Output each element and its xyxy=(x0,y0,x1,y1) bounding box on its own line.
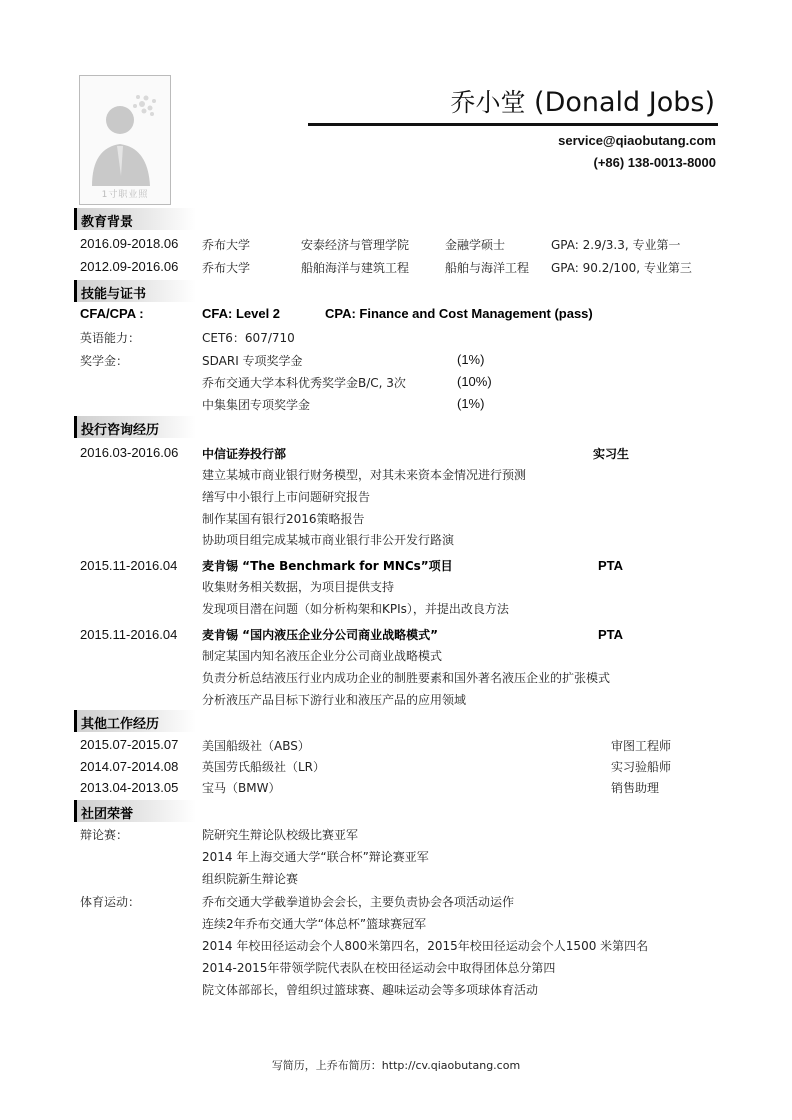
section-title: 技能与证书 xyxy=(81,287,147,302)
section-marker xyxy=(74,280,77,302)
exp-org: 中信证券投行部 xyxy=(202,447,287,461)
person-silhouette-icon xyxy=(90,86,160,186)
contact-email: service@qiaobutang.com xyxy=(558,133,716,148)
honor-item: 组织院新生辩论赛 xyxy=(202,872,299,886)
honor-item: 乔布交通大学截拳道协会会长，主要负责协会各项活动运作 xyxy=(202,895,515,909)
exp-date: 2015.11-2016.04 xyxy=(80,627,178,642)
cfa-cpa-label: CFA/CPA : xyxy=(80,306,144,321)
header-divider xyxy=(308,123,718,126)
edu-school: 乔布大学 xyxy=(202,261,251,275)
work-org: 美国船级社（ABS） xyxy=(202,739,310,753)
exp-role: PTA xyxy=(598,558,624,573)
english-score: CET6：607/710 xyxy=(202,331,295,345)
honor-item: 2014 年上海交通大学“联合杯”辩论赛亚军 xyxy=(202,850,429,864)
edu-college: 船舶海洋与建筑工程 xyxy=(301,261,410,275)
work-role: 实习验船师 xyxy=(611,760,672,774)
work-date: 2014.07-2014.08 xyxy=(80,759,179,774)
exp-bullet: 发现项目潜在问题（如分析构架和KPIs），并提出改良方法 xyxy=(202,602,509,616)
work-org: 英国劳氏船级社（LR） xyxy=(202,760,326,774)
exp-role: PTA xyxy=(598,627,624,642)
edu-gpa: GPA: 2.9/3.3, 专业第一 xyxy=(551,238,681,252)
exp-bullet: 收集财务相关数据，为项目提供支持 xyxy=(202,580,395,594)
exp-bullet: 制定某国内知名液压企业分公司商业战略模式 xyxy=(202,649,443,663)
scholarship-name: 中集集团专项奖学金 xyxy=(202,398,311,412)
edu-gpa: GPA: 90.2/100, 专业第三 xyxy=(551,261,692,275)
edu-college: 安泰经济与管理学院 xyxy=(301,238,410,252)
cfa-level: CFA: Level 2 xyxy=(202,306,281,321)
work-date: 2013.04-2013.05 xyxy=(80,780,179,795)
exp-date: 2016.03-2016.06 xyxy=(80,445,179,460)
section-skills xyxy=(74,280,196,302)
scholarship-pct: (1%) xyxy=(457,352,485,367)
section-marker xyxy=(74,710,77,732)
honor-item: 院研究生辩论队校级比赛亚军 xyxy=(202,828,359,842)
footer-link-text: 写简历，上乔布简历：http://cv.qiaobutang.com xyxy=(271,1059,521,1072)
edu-date: 2012.09-2016.06 xyxy=(80,259,179,274)
section-title: 投行咨询经历 xyxy=(81,423,160,438)
scholarship-pct: (1%) xyxy=(457,396,485,411)
exp-bullet: 负责分析总结液压行业内成功企业的制胜要素和国外著名液压企业的扩张模式 xyxy=(202,671,611,685)
section-marker xyxy=(74,416,77,438)
honor-item: 2014 年校田径运动会个人800米第四名，2015年校田径运动会个人1500 米第四名 xyxy=(202,939,649,953)
honor-item: 连续2年乔布交通大学“体总杯”篮球赛冠军 xyxy=(202,917,427,931)
exp-date: 2015.11-2016.04 xyxy=(80,558,178,573)
edu-degree: 金融学硕士 xyxy=(445,238,506,252)
section-title: 社团荣誉 xyxy=(81,807,134,822)
edu-school: 乔布大学 xyxy=(202,238,251,252)
section-other-work xyxy=(74,710,196,732)
section-honors xyxy=(74,800,196,822)
exp-bullet: 分析液压产品目标下游行业和液压产品的应用领域 xyxy=(202,693,467,707)
cpa-detail: CPA: Finance and Cost Management (pass) xyxy=(325,306,593,321)
scholarship-pct: (10%) xyxy=(457,374,492,389)
english-label: 英语能力： xyxy=(80,331,141,345)
honor-item: 2014-2015年带领学院代表队在校田径运动会中取得团体总分第四 xyxy=(202,961,556,975)
work-role: 审图工程师 xyxy=(611,739,672,753)
profile-photo xyxy=(79,75,171,205)
exp-bullet: 建立某城市商业银行财务模型，对其未来资本金情况进行预测 xyxy=(202,468,527,482)
section-education xyxy=(74,208,196,230)
section-marker xyxy=(74,208,77,230)
exp-bullet: 制作某国有银行2016策略报告 xyxy=(202,512,365,526)
name-chinese: 乔小堂 xyxy=(450,88,526,117)
edu-degree: 船舶与海洋工程 xyxy=(445,261,530,275)
work-date: 2015.07-2015.07 xyxy=(80,737,179,752)
scholarship-name: SDARI 专项奖学金 xyxy=(202,354,303,368)
section-title: 其他工作经历 xyxy=(81,717,160,732)
exp-org: 麦肯锡 “国内液压企业分公司商业战略模式” xyxy=(202,628,438,642)
work-org: 宝马（BMW） xyxy=(202,781,281,795)
work-role: 销售助理 xyxy=(611,781,660,795)
edu-date: 2016.09-2018.06 xyxy=(80,236,179,251)
contact-phone: (+86) 138-0013-8000 xyxy=(593,155,716,170)
section-title: 教育背景 xyxy=(81,215,134,230)
honor-item: 院文体部部长，曾组织过篮球赛、趣味运动会等多项球体育活动 xyxy=(202,983,539,997)
exp-bullet: 协助项目组完成某城市商业银行非公开发行路演 xyxy=(202,533,455,547)
section-marker xyxy=(74,800,77,822)
sports-label: 体育运动： xyxy=(80,895,141,909)
full-name xyxy=(320,83,715,119)
scholarship-label: 奖学金： xyxy=(80,354,129,368)
scholarship-name: 乔布交通大学本科优秀奖学金B/C, 3次 xyxy=(202,376,406,390)
section-ib-consulting xyxy=(74,416,196,438)
photo-caption: 1寸职业照 xyxy=(101,190,149,200)
exp-org: 麦肯锡 “The Benchmark for MNCs”项目 xyxy=(202,559,453,573)
debate-label: 辩论赛： xyxy=(80,828,129,842)
name-english: (Donald Jobs) xyxy=(534,87,715,118)
exp-bullet: 缮写中小银行上市问题研究报告 xyxy=(202,490,371,504)
exp-role: 实习生 xyxy=(593,447,630,461)
